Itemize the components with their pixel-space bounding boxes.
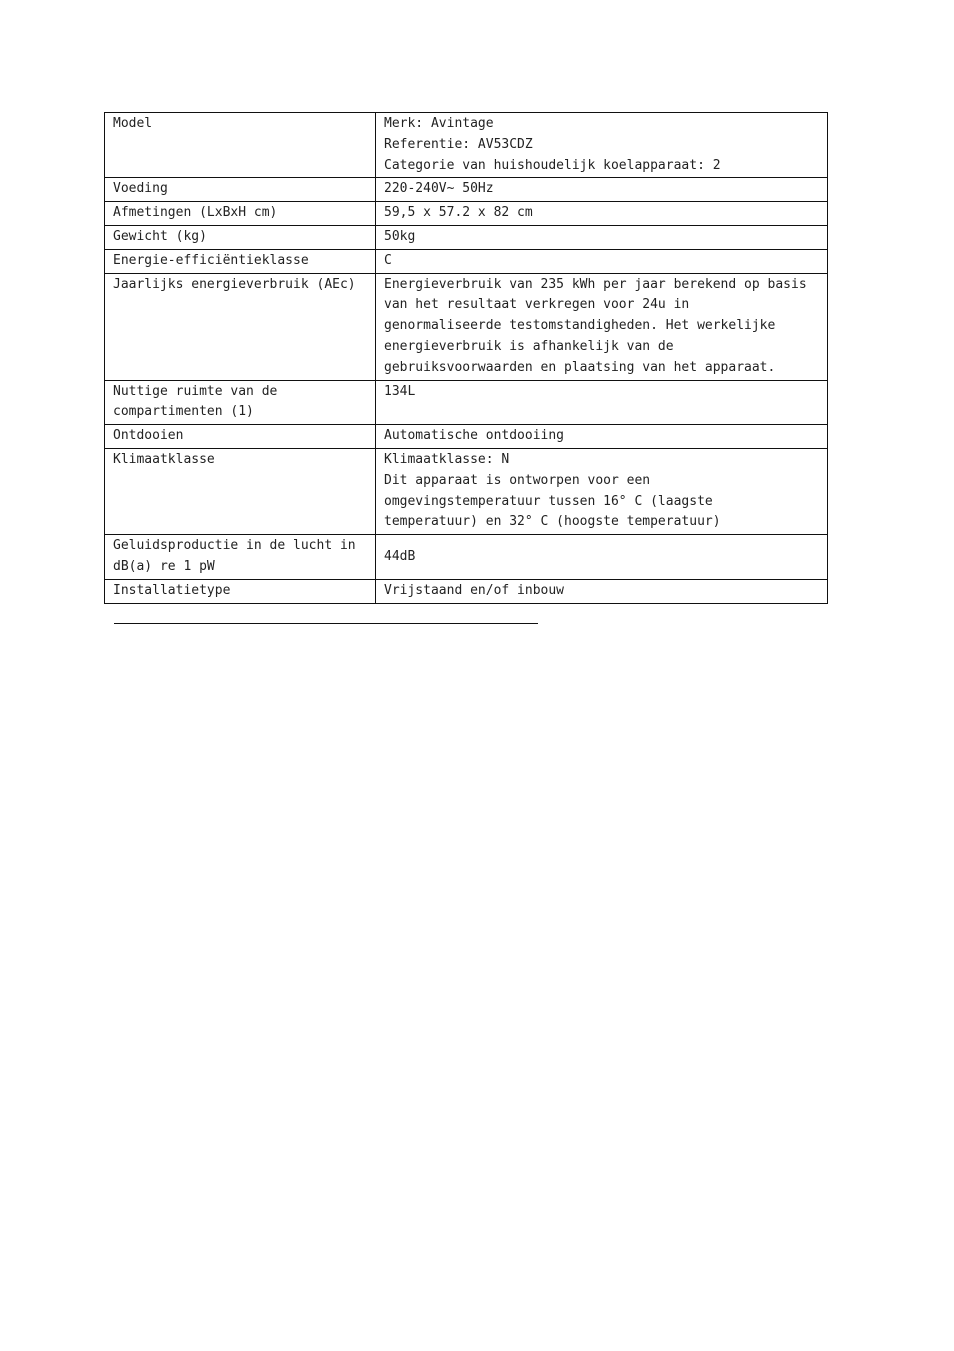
label-line: Nuttige ruimte van de [113, 383, 278, 399]
value-line: genormaliseerde testomstandigheden. Het werkelijke [384, 318, 776, 334]
value-line: energieverbruik is afhankelijk van de [384, 338, 674, 354]
table-row [105, 249, 828, 273]
spec-table [104, 112, 828, 604]
value-line: Dit apparaat is ontworpen voor een [384, 472, 651, 488]
value-line: Referentie: AV53CDZ [384, 136, 533, 152]
label-line: dB(a) re 1 pW [113, 558, 215, 574]
row-value-ontdooien [376, 425, 828, 449]
label-line: compartimenten (1) [113, 404, 254, 420]
row-label-installatietype: Installatietype [105, 579, 376, 603]
row-value-voeding [376, 178, 828, 202]
row-label-nuttige-ruimte [105, 380, 376, 425]
row-label-afmetingen: Afmetingen (LxBxH cm) [105, 202, 376, 226]
row-value-afmetingen [376, 202, 828, 226]
row-label-klimaatklasse: Klimaatklasse [105, 448, 376, 534]
table-row [105, 579, 828, 603]
value-line: 59,5 x 57.2 x 82 cm [384, 205, 533, 221]
value-line: Energieverbruik van 235 kWh per jaar berekend op basis [384, 276, 807, 292]
value-line: Vrijstaand en/of inbouw [384, 582, 565, 598]
table-row [105, 178, 828, 202]
label-line: Geluidsproductie in de lucht in [113, 538, 356, 554]
row-label-energieverbruik: Jaarlijks energieverbruik (AEc) [105, 273, 376, 380]
row-value-model [376, 113, 828, 178]
row-value-energieklasse [376, 249, 828, 273]
value-line: omgevingstemperatuur tussen 16° C (laagste [384, 493, 713, 509]
value-line: gebruiksvoorwaarden en plaatsing van het apparaat. [384, 359, 776, 375]
table-row [105, 273, 828, 380]
row-value-nuttige-ruimte [376, 380, 828, 425]
table-row [105, 448, 828, 534]
row-value-klimaatklasse [376, 448, 828, 534]
table-row [105, 225, 828, 249]
value-line: Categorie van huishoudelijk koelapparaat: 2 [384, 157, 721, 173]
row-value-energieverbruik [376, 273, 828, 380]
table-row [105, 202, 828, 226]
row-value-gewicht [376, 225, 828, 249]
value-line: Klimaatklasse: N [384, 451, 510, 467]
row-value-geluid [376, 535, 828, 580]
value-line: Automatische ontdooiing [384, 428, 565, 444]
row-value-installatietype [376, 579, 828, 603]
row-label-geluid [105, 535, 376, 580]
row-label-gewicht: Gewicht (kg) [105, 225, 376, 249]
row-label-energieklasse: Energie-efficiëntieklasse [105, 249, 376, 273]
value-line: temperatuur) en 32° C (hoogste temperatuur) [384, 514, 721, 530]
table-row [105, 380, 828, 425]
value-line: 44dB [384, 548, 416, 564]
value-line: 134L [384, 383, 416, 399]
value-line: C [384, 252, 392, 268]
footnote-separator [114, 623, 538, 624]
value-line: 50kg [384, 228, 416, 244]
value-line: Merk: Avintage [384, 116, 494, 131]
row-label-model: Model [105, 113, 376, 178]
table-row [105, 113, 828, 178]
table-row [105, 535, 828, 580]
table-row [105, 425, 828, 449]
value-line: van het resultaat verkregen voor 24u in [384, 297, 690, 313]
value-line: 220-240V~ 50Hz [384, 181, 494, 197]
row-label-voeding: Voeding [105, 178, 376, 202]
row-label-ontdooien: Ontdooien [105, 425, 376, 449]
